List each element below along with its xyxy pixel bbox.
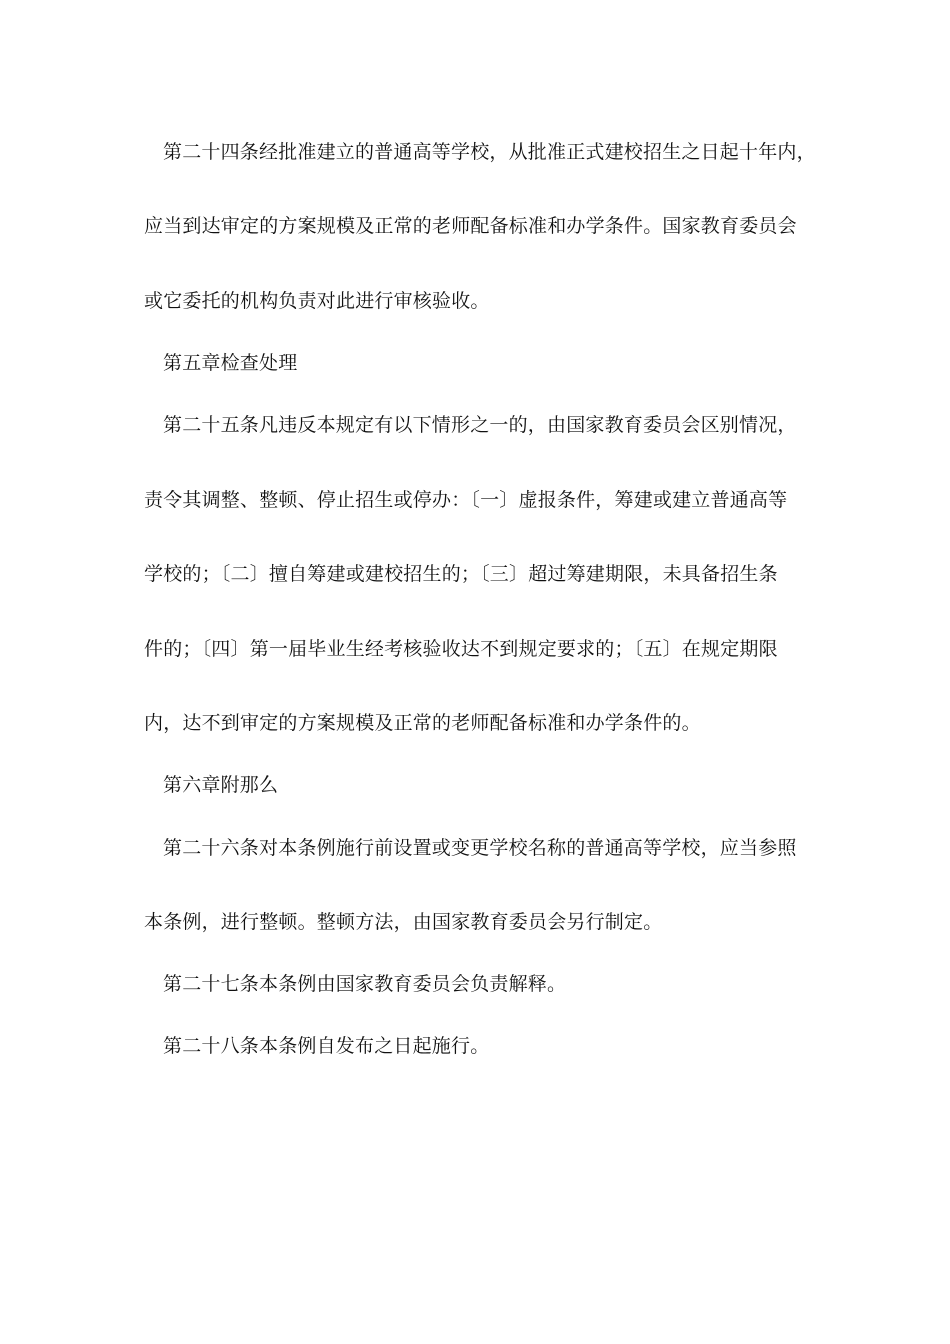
article-25-line-4: 件的；〔四〕第一届毕业生经考核验收达不到规定要求的；〔五〕在规定期限: [144, 638, 778, 660]
article-24-line-1: 第二十四条经批准建立的普通高等学校，从批准正式建校招生之日起十年内，: [163, 141, 816, 163]
chapter-5-heading: 第五章检查处理: [163, 352, 298, 374]
chapter-6-heading: 第六章附那么: [163, 774, 279, 796]
article-26-line-2: 本条例，进行整顿。整顿方法，由国家教育委员会另行制定。: [144, 911, 663, 933]
article-24-line-2: 应当到达审定的方案规模及正常的老师配备标准和办学条件。国家教育委员会: [144, 215, 797, 237]
article-25-line-5: 内，达不到审定的方案规模及正常的老师配备标准和办学条件的。: [144, 712, 701, 734]
article-26-line-1: 第二十六条对本条例施行前设置或变更学校名称的普通高等学校，应当参照: [163, 837, 797, 859]
article-25-line-2: 责令其调整、整顿、停止招生或停办：〔一〕虚报条件，筹建或建立普通高等: [144, 489, 788, 511]
article-27-line: 第二十七条本条例由国家教育委员会负责解释。: [163, 973, 567, 995]
article-25-line-3: 学校的；〔二〕擅自筹建或建校招生的；〔三〕超过筹建期限，未具备招生条: [144, 563, 778, 585]
article-24-line-3: 或它委托的机构负责对此进行审核验收。: [144, 290, 490, 312]
article-28-line: 第二十八条本条例自发布之日起施行。: [163, 1035, 490, 1057]
article-25-line-1: 第二十五条凡违反本规定有以下情形之一的，由国家教育委员会区别情况，: [163, 414, 797, 436]
